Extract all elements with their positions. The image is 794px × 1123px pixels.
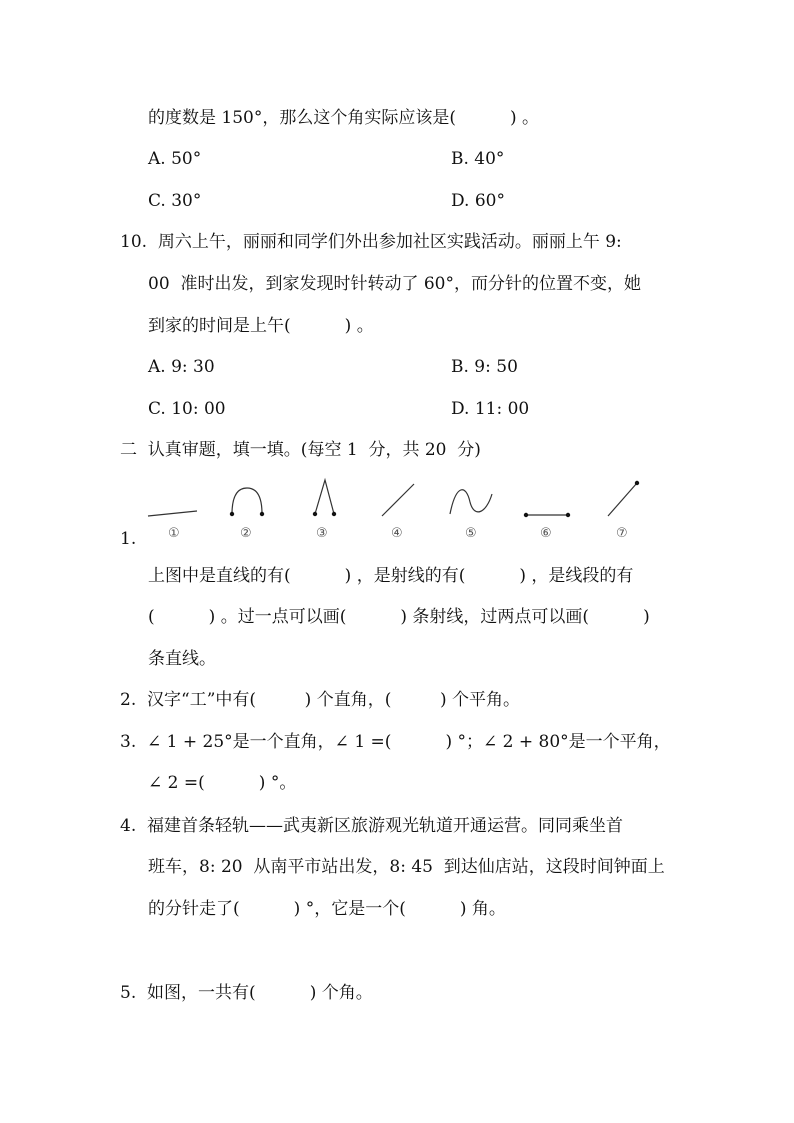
- q10-option-a[interactable]: A. 9: 30: [148, 357, 215, 377]
- figure-arc-2: [232, 488, 262, 514]
- q9-option-b[interactable]: B. 40°: [451, 149, 505, 169]
- figure-line-1: [148, 511, 197, 516]
- q9-option-d[interactable]: D. 60°: [451, 191, 505, 211]
- figure-ray-7: [608, 483, 637, 516]
- q10-stem-line-2: 00 准时出发，到家发现时针转动了 60°，而分针的位置不变，她: [148, 274, 641, 294]
- figure-label-3: ③: [316, 526, 328, 541]
- figure-angle-3: [315, 480, 334, 514]
- q10-stem-line-1: 10. 周六上午，丽丽和同学们外出参加社区实践活动。丽丽上午 9:: [120, 232, 622, 252]
- q10-option-b[interactable]: B. 9: 50: [451, 357, 518, 377]
- figure-segment-6-endpoint-left: [524, 513, 528, 517]
- figure-curve-5: [450, 490, 492, 514]
- s1-line-3: 条直线。: [148, 649, 216, 669]
- s1-line-1: 上图中是直线的有( ) ，是射线的有( ) ，是线段的有: [148, 566, 634, 586]
- lines-figure: [140, 474, 660, 544]
- figure-angle-3-endpoint-left: [313, 512, 317, 516]
- s4-line-1: 4. 福建首条轻轨——武夷新区旅游观光轨道开通运营。同同乘坐首: [120, 816, 624, 836]
- section-heading: 二 认真审题，填一填。(每空 1 分，共 20 分): [120, 440, 481, 460]
- q9-stem-line: 的度数是 150°，那么这个角实际应该是( ) 。: [148, 108, 540, 128]
- s3-line-2: ∠ 2 =( ) °。: [148, 773, 297, 793]
- figure-ray-7-endpoint: [635, 481, 639, 485]
- figure-label-6: ⑥: [540, 526, 552, 541]
- q10-stem-line-3: 到家的时间是上午( ) 。: [148, 316, 374, 336]
- s4-line-3: 的分针走了( ) °，它是一个( ) 角。: [148, 899, 506, 919]
- s5-line: 5. 如图，一共有( ) 个角。: [120, 983, 373, 1003]
- figure-label-1: ①: [168, 526, 180, 541]
- figure-segment-6-endpoint-right: [566, 513, 570, 517]
- s4-line-2: 班车，8: 20 从南平市站出发，8: 45 到达仙店站，这段时间钟面上: [148, 857, 665, 877]
- figure-arc-2-endpoint-left: [230, 512, 234, 516]
- q9-option-a[interactable]: A. 50°: [148, 149, 202, 169]
- figure-line-4: [382, 484, 414, 516]
- q10-option-d[interactable]: D. 11: 00: [451, 399, 530, 419]
- figure-arc-2-endpoint-right: [260, 512, 264, 516]
- s3-line-1: 3. ∠ 1 + 25°是一个直角，∠ 1 =( ) °；∠ 2 + 80°是一个平角，: [120, 732, 671, 752]
- q9-option-c[interactable]: C. 30°: [148, 191, 202, 211]
- s1-number: 1.: [120, 529, 137, 549]
- q10-option-c[interactable]: C. 10: 00: [148, 399, 226, 419]
- s2-line: 2. 汉字“工”中有( ) 个直角，( ) 个平角。: [120, 690, 521, 710]
- s1-line-2: ( ) 。过一点可以画( ) 条射线，过两点可以画( ): [148, 607, 650, 627]
- figure-label-7: ⑦: [616, 526, 628, 541]
- figure-label-5: ⑤: [465, 526, 477, 541]
- figure-label-4: ④: [391, 526, 403, 541]
- figure-angle-3-endpoint-right: [332, 512, 336, 516]
- figure-label-2: ②: [240, 526, 252, 541]
